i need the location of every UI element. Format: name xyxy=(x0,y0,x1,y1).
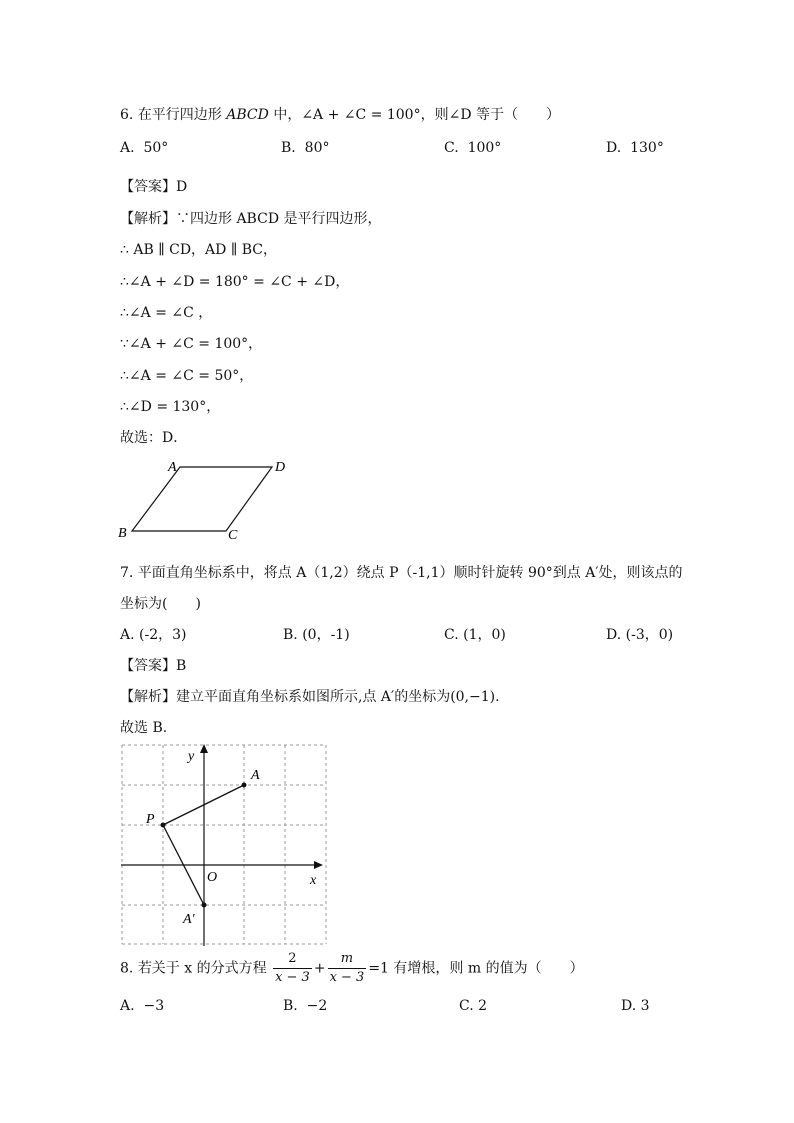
q8-option-d: D. 3 xyxy=(621,998,650,1014)
q6-analysis-line-6: ∴∠A = ∠C = 50°， xyxy=(120,368,254,384)
q6-number: 6. xyxy=(120,107,134,123)
answer-value: D xyxy=(176,179,188,195)
answer-label: 【答案】 xyxy=(120,658,176,674)
label-b: B xyxy=(118,526,127,541)
q6-option-c: C. 100° xyxy=(444,140,502,156)
q6-stem-abcd: ABCD xyxy=(226,107,269,123)
label-x: x xyxy=(310,873,317,888)
q7-stem-line-2: 坐标为( ) xyxy=(120,596,201,612)
q8-option-b: B. −2 xyxy=(283,998,328,1014)
q7-stem-line-1: 7. 平面直角坐标系中，将点 A（1,2）绕点 P（-1,1）顺时针旋转 90°到点 A′处，则该点的 xyxy=(120,565,683,581)
label-o: O xyxy=(207,870,218,885)
q6-stem-mid: 中，∠A + ∠C = 100°，则∠D 等于（ ） xyxy=(273,107,560,123)
point-a-prime xyxy=(202,903,207,908)
answer-label: 【答案】 xyxy=(120,179,176,195)
q6-answer xyxy=(120,176,187,196)
q7-choose: 故选 B. xyxy=(120,720,168,736)
q7-number: 7. xyxy=(120,565,134,581)
q6-stem-pre: 在平行四边形 xyxy=(137,107,222,123)
label-y: y xyxy=(188,749,195,764)
analysis-label: 【解析】 xyxy=(120,689,176,705)
q8-number: 8. xyxy=(120,960,134,977)
parallelogram-shape xyxy=(132,467,272,531)
q6-stem xyxy=(120,104,560,124)
q6-analysis-line-1: 【解析】∵四边形 ABCD 是平行四边形， xyxy=(120,211,382,227)
q7-option-b: B. (0，-1) xyxy=(283,627,350,643)
q6-analysis-line-4: ∴∠A = ∠C ， xyxy=(120,305,213,321)
q8-option-c: C. 2 xyxy=(459,998,488,1014)
q6-analysis-line-8: 故选：D． xyxy=(120,430,188,446)
answer-value: B xyxy=(176,658,187,674)
point-p xyxy=(161,823,166,828)
analysis-label: 【解析】 xyxy=(120,211,176,227)
q6-analysis-line-5: ∵∠A + ∠C = 100°， xyxy=(120,336,263,352)
x-axis-arrow xyxy=(314,861,323,869)
fraction-1: $\frac{2}{x - 3}$ xyxy=(275,951,310,985)
q6-option-a: A. 50° xyxy=(120,140,169,156)
label-d: D xyxy=(275,460,286,475)
q7-answer xyxy=(120,655,186,675)
q8-option-a: A. −3 xyxy=(120,998,165,1014)
coordinate-grid-figure xyxy=(118,740,333,950)
q6-analysis-line-2: ∴ AB ∥ CD，AD ∥ BC， xyxy=(120,242,278,258)
q7-option-a: A. (-2，3) xyxy=(120,627,187,643)
q6-option-d: D. 130° xyxy=(606,140,664,156)
grid-lines xyxy=(122,745,326,944)
q7-analysis: 【解析】建立平面直角坐标系如图所示,点 A′的坐标为(0,−1). xyxy=(120,689,500,705)
label-a-prime: A′ xyxy=(183,912,195,927)
q7-option-c: C. (1，0) xyxy=(444,627,506,643)
label-p: P xyxy=(146,812,155,827)
parallelogram-figure xyxy=(110,455,310,545)
q6-analysis-line-7: ∴∠D = 130°， xyxy=(120,399,221,415)
label-a: A xyxy=(251,768,260,783)
q8-stem: 8. 若关于 x 的分式方程 $\frac{2}{x - 3}$ + $\frac{m}{x - 3}$ =1 有增根，则 m 的值为（ ） xyxy=(120,951,584,985)
q6-option-b: B. 80° xyxy=(281,140,330,156)
point-a xyxy=(242,783,247,788)
q6-analysis-line-3: ∴∠A + ∠D = 180° = ∠C + ∠D， xyxy=(120,274,350,290)
q7-option-d: D. (-3，0) xyxy=(606,627,674,643)
label-a: A xyxy=(168,460,177,475)
fraction-2: $\frac{m}{x - 3}$ xyxy=(329,951,365,985)
label-c: C xyxy=(228,528,238,543)
